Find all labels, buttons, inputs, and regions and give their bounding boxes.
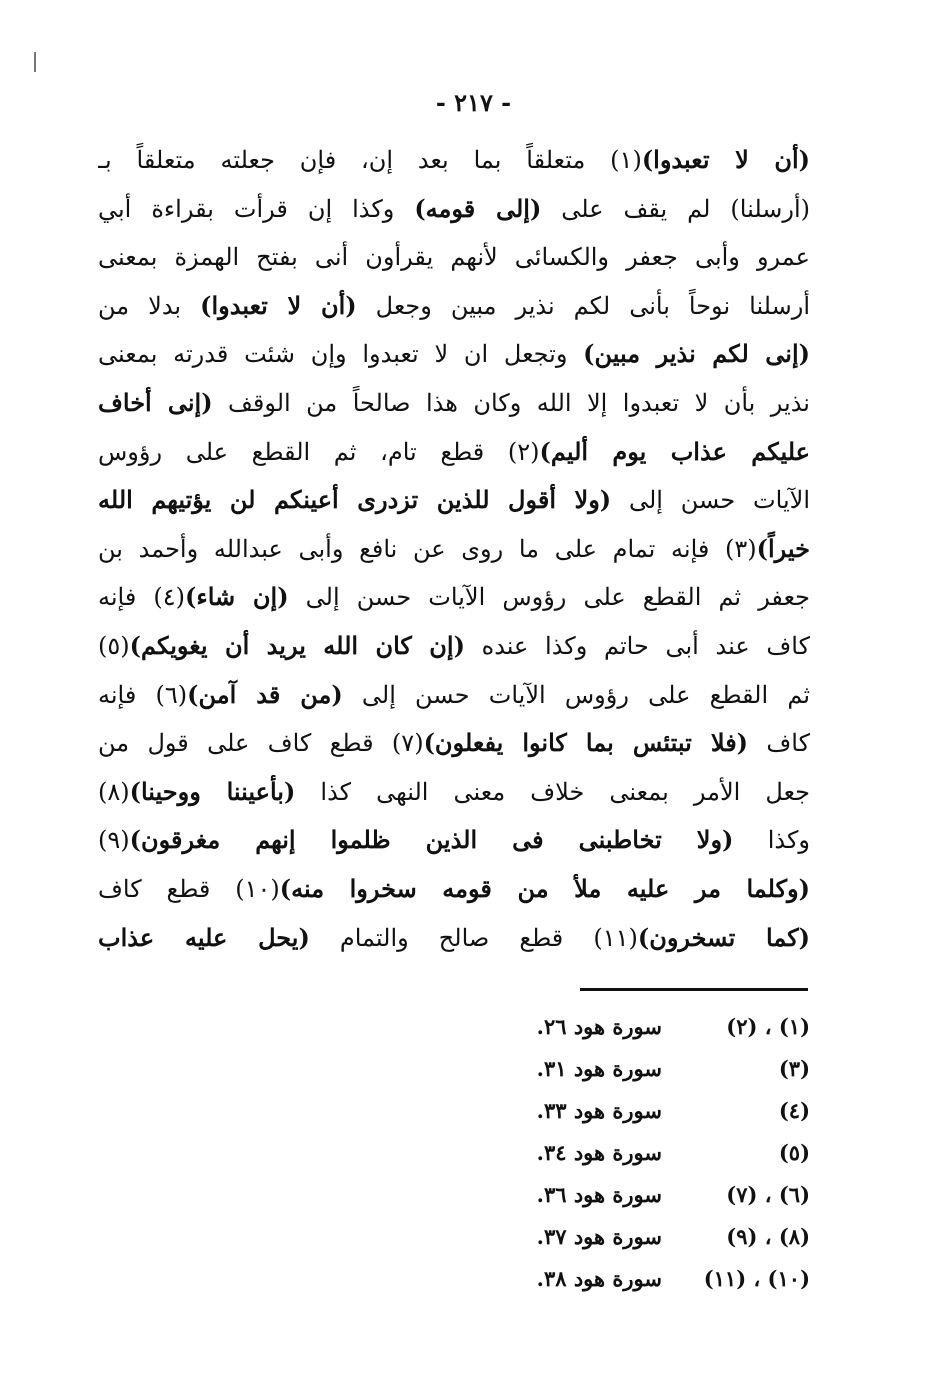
body-text-segment: (٤) فإنه: [98, 583, 186, 612]
body-line: [98, 671, 810, 720]
footnote-text: سورة هود ٣٨.: [536, 1266, 662, 1291]
footnote: [500, 1258, 810, 1300]
body-line: [98, 476, 810, 525]
footnote: [500, 1132, 810, 1174]
footnote: [500, 1174, 810, 1216]
body-text-segment: وكذا إن قرأت بقراءة أبي: [98, 194, 415, 223]
body-line: [98, 233, 810, 282]
body-text-segment: (٢) قطع تام، ثم القطع على رؤوس: [98, 437, 540, 466]
body-text-segment: بدلا من: [98, 291, 201, 320]
quran-quote: (إن كان الله يريد أن يغويكم): [129, 630, 465, 660]
body-text: [98, 136, 810, 962]
footnote-text: سورة هود ٢٦.: [536, 1014, 662, 1039]
footnote-ref: (٤): [778, 1098, 810, 1123]
footnote-ref: (٨) ، (٩): [726, 1224, 810, 1249]
margin-mark: [34, 52, 36, 72]
body-line: [98, 865, 810, 914]
quran-quote: (إن شاء): [185, 582, 289, 612]
body-text-segment: (أرسلنا) لم يقف على: [541, 194, 810, 223]
body-line: [98, 136, 810, 185]
footnote-ref: (٦) ، (٧): [726, 1182, 810, 1207]
body-text-segment: (٥): [98, 631, 130, 660]
body-text-segment: كاف عند أبى حاتم وكذا عنده: [464, 631, 810, 660]
quran-quote: عليكم عذاب يوم أليم): [539, 436, 810, 466]
quran-quote: (إنى لكم نذير مبين): [583, 339, 810, 369]
quran-quote: (ولا أقول للذين تزدرى أعينكم لن يؤتيهم الله: [98, 485, 612, 515]
quran-quote: (ولا تخاطبنى فى الذين ظلموا إنهم مغرقون): [129, 825, 734, 855]
body-text-segment: أرسلنا نوحاً بأنى لكم نذير مبين وجعل: [356, 291, 810, 320]
footnotes: [500, 1006, 810, 1300]
body-text-segment: (٣) فإنه تمام على ما روى عن نافع وأبى عبدالله وأحمد بن: [98, 534, 757, 563]
body-line: [98, 573, 810, 622]
body-text-segment: (٩): [98, 826, 130, 855]
quran-quote: (أن لا تعبدوا): [200, 290, 357, 320]
body-text-segment: ثم القطع على رؤوس الآيات حسن إلى: [342, 680, 810, 709]
body-line: [98, 525, 810, 574]
footnote-text: سورة هود ٣٣.: [536, 1098, 662, 1123]
footnote-text: سورة هود ٣٤.: [536, 1140, 662, 1165]
page-number: - ٢١٧ -: [435, 88, 512, 117]
body-line: [98, 185, 810, 234]
body-text-segment: جعل الأمر بمعنى خلاف معنى النهى كذا: [295, 777, 810, 806]
body-line: [98, 622, 810, 671]
quran-quote: خيراً): [756, 533, 810, 563]
quran-quote: (أن لا تعبدوا): [641, 145, 810, 174]
footnote-ref: (١٠) ، (١١): [703, 1266, 810, 1291]
body-text-segment: (٨): [98, 777, 130, 806]
body-line: [98, 719, 810, 768]
quran-quote: (من قد آمن): [187, 679, 343, 709]
body-text-segment: (١) متعلقاً بما بعد إن، فإن جعلته متعلقاً بـ: [98, 146, 642, 174]
footnote-ref: (٣): [778, 1056, 810, 1081]
body-line: [98, 282, 810, 331]
footnote: [500, 1090, 810, 1132]
body-text-segment: عمرو وأبى جعفر والكسائى لأنهم يقرأون أنى بفتح الهمزة بمعنى: [98, 243, 810, 272]
quran-quote: (يحل عليه عذاب: [98, 922, 310, 952]
quran-quote: (بأعيننا ووحينا): [129, 776, 296, 806]
quran-quote: (وكلما مر عليه ملأ من قومه سخروا منه): [279, 873, 810, 903]
body-text-segment: كاف: [748, 729, 810, 758]
body-text-segment: وتجعل ان لا تعبدوا وإن شئت قدرته بمعنى: [98, 340, 584, 369]
footnote: [500, 1006, 810, 1048]
quran-quote: (إنى أخاف: [98, 387, 213, 417]
body-text-segment: نذير بأن لا تعبدوا إلا الله وكان هذا صالحاً من الوقف: [212, 388, 810, 417]
body-text-segment: (٦) فإنه: [98, 680, 188, 709]
footnote-ref: (١) ، (٢): [726, 1014, 810, 1039]
footnote-text: سورة هود ٣٦.: [536, 1182, 662, 1207]
body-text-segment: جعفر ثم القطع على رؤوس الآيات حسن إلى: [288, 583, 810, 612]
footnote-ref: (٥): [778, 1140, 810, 1165]
body-text-segment: (٧) قطع كاف على قول من: [98, 729, 424, 758]
body-line: [98, 330, 810, 379]
footnote-text: سورة هود ٣١.: [536, 1056, 662, 1081]
body-line: [98, 816, 810, 865]
body-text-segment: وكذا: [733, 826, 810, 855]
footnote: [500, 1048, 810, 1090]
footnote-text: سورة هود ٣٧.: [536, 1224, 662, 1249]
quran-quote: (إلى قومه): [414, 193, 542, 223]
body-line: [98, 379, 810, 428]
body-line: [98, 768, 810, 817]
footnote-separator: [580, 988, 808, 991]
body-line: [98, 914, 810, 963]
body-text-segment: (١٠) قطع كاف: [98, 874, 280, 903]
quran-quote: (فلا تبتئس بما كانوا يفعلون): [423, 728, 749, 758]
body-line: [98, 428, 810, 477]
body-text-segment: (١١) قطع صالح والتمام: [309, 923, 638, 952]
quran-quote: (كما تسخرون): [637, 922, 810, 952]
footnote: [500, 1216, 810, 1258]
body-text-segment: الآيات حسن إلى: [611, 486, 810, 515]
